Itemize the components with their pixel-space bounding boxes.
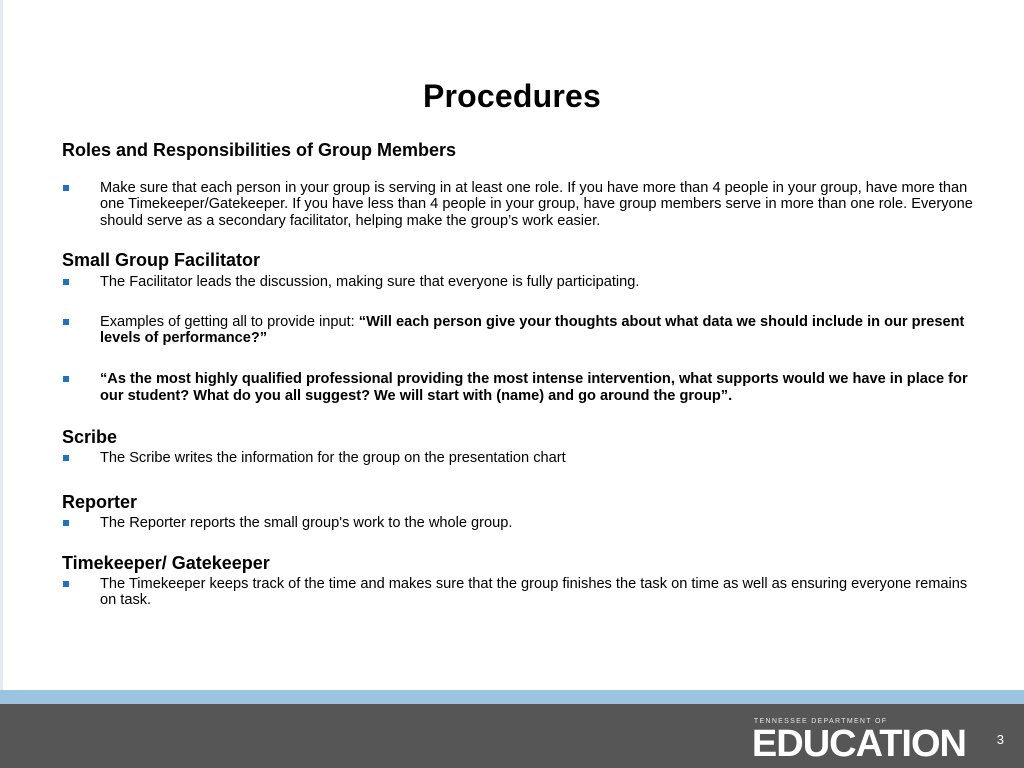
slide-title: Procedures xyxy=(422,78,602,114)
list-item xyxy=(62,314,982,347)
timekeeper-bullet-text: The Timekeeper keeps track of the time and makes sure that the group finishes the task on time as well as ensuring everyone remains on task. xyxy=(100,576,968,609)
bullet-icon xyxy=(63,279,69,285)
logo-small-text: TENNESSEE DEPARTMENT OF xyxy=(753,718,888,725)
list-item xyxy=(62,450,982,466)
list-item xyxy=(62,274,982,290)
logo-big-text: EDUCATION xyxy=(751,723,966,765)
bullet-icon xyxy=(63,455,69,461)
facilitator-heading: Small Group Facilitator xyxy=(62,250,261,271)
reporter-bullet-text: The Reporter reports the small group's work to the whole group. xyxy=(100,514,513,531)
scribe-bullet-text: The Scribe writes the information for the group on the presentation chart xyxy=(100,450,566,467)
list-item xyxy=(62,515,982,531)
timekeeper-heading: Timekeeper/ Gatekeeper xyxy=(62,553,270,574)
facilitator-bullet-1-text: The Facilitator leads the discussion, making sure that everyone is fully participating. xyxy=(100,274,640,291)
list-item xyxy=(62,180,982,229)
facilitator-bullet-2-prefix: Examples of getting all to provide input: xyxy=(100,313,359,330)
reporter-heading: Reporter xyxy=(62,491,138,512)
bullet-icon xyxy=(63,520,69,526)
roles-bullet-text: Make sure that each person in your group is serving in at least one role. If you have more than 4 people in your group, have more than one Timekeeper/Gatekeeper. If you have less than 4 people in your group, have group members serve in more than one role. Everyone should serve as a secondary facilitator, helping make the group’s work easier. xyxy=(100,180,973,229)
list-item xyxy=(62,371,982,404)
bullet-icon xyxy=(63,319,69,325)
footer-stripe xyxy=(0,690,1024,704)
roles-heading: Roles and Responsibilities of Group Members xyxy=(62,140,457,160)
facilitator-bullet-3-text: “As the most highly qualified professional providing the most intense intervention, what supports would we have in place for our student? What do you all suggest? We will start with (name) and go around the group”. xyxy=(100,371,968,404)
facilitator-bullet-2-quote: “Will each person give your thoughts about what data we should include in our present levels of performance?” xyxy=(100,313,965,347)
bullet-icon xyxy=(63,581,69,587)
scribe-heading: Scribe xyxy=(62,427,118,448)
slide-content xyxy=(62,138,982,609)
bullet-icon xyxy=(63,185,69,191)
footer-bar xyxy=(0,704,1024,768)
bullet-icon xyxy=(63,376,69,382)
list-item xyxy=(62,576,982,609)
page-number: 3 xyxy=(996,732,1004,747)
education-logo xyxy=(751,718,966,765)
